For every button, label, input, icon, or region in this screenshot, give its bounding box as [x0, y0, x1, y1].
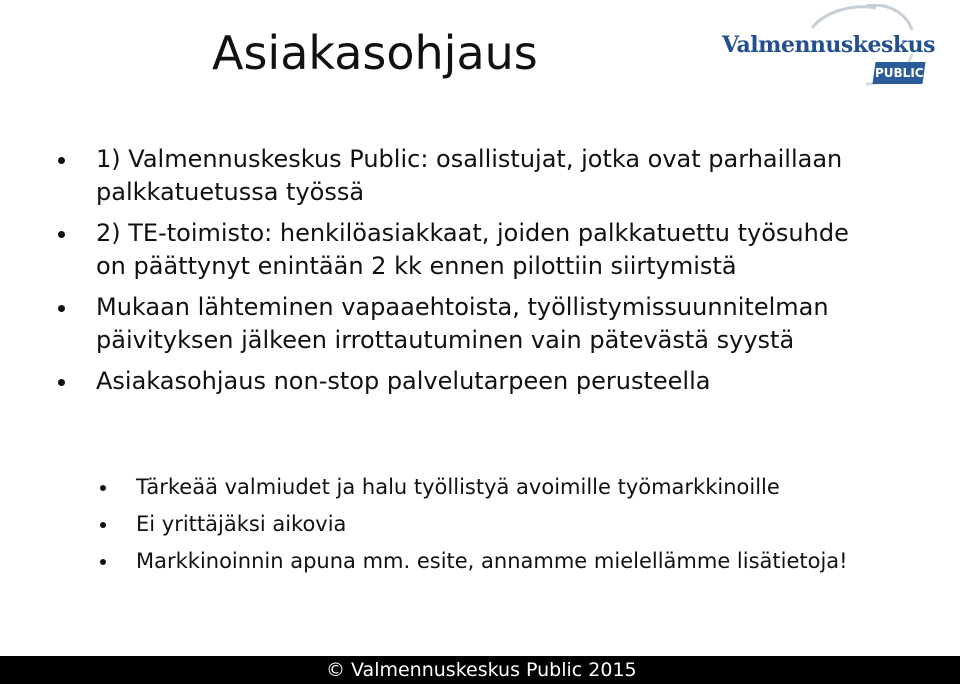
sub-bullet-text: Markkinoinnin apuna mm. esite, annamme mielellämme lisätietoja! [136, 549, 848, 573]
footer-bar [0, 656, 960, 684]
bullet-text: Mukaan lähteminen vapaaehtoista, työllistymissuunnitelman päivityksen jälkeen irrottautuminen vain pätevästä syystä [96, 293, 829, 354]
bullet-dot-icon [58, 231, 65, 238]
bullet-text: 1) Valmennuskeskus Public: osallistujat, jotka ovat parhaillaan palkkatuetussa työssä [96, 145, 843, 206]
bullet-item [58, 365, 886, 398]
sub-bullet-dot-icon [100, 522, 106, 528]
logo-public-badge [872, 62, 925, 84]
sub-bullet-item [100, 510, 856, 538]
footer-copyright: © Valmennuskeskus Public 2015 [326, 659, 637, 681]
bullet-item [58, 291, 856, 357]
bullet-item [58, 143, 856, 209]
logo-badge-label: PUBLIC [874, 66, 924, 80]
bullet-text: Asiakasohjaus non-stop palvelutarpeen perusteella [96, 367, 711, 395]
sub-bullet-text: Ei yrittäjäksi aikovia [136, 512, 347, 536]
main-bullet-list [58, 143, 938, 406]
bullet-dot-icon [58, 305, 65, 312]
bullet-dot-icon [58, 379, 65, 386]
sub-bullet-dot-icon [100, 485, 106, 491]
valmennuskeskus-logo [716, 4, 948, 88]
sub-bullet-item [100, 547, 856, 575]
sub-bullet-list [100, 473, 940, 584]
bullet-dot-icon [58, 157, 65, 164]
slide-title: Asiakasohjaus [212, 26, 538, 80]
bullet-text: 2) TE-toimisto: henkilöasiakkaat, joiden palkkatuettu työsuhde on päättynyt enintään 2 kk ennen pilottiin siirtymistä [96, 219, 849, 280]
sub-bullet-dot-icon [100, 559, 106, 565]
sub-bullet-text: Tärkeää valmiudet ja halu työllistyä avoimille työmarkkinoille [136, 475, 780, 499]
sub-bullet-item [100, 473, 856, 501]
logo-wordmark: Valmennuskeskus [722, 32, 936, 58]
bullet-item [58, 217, 856, 283]
